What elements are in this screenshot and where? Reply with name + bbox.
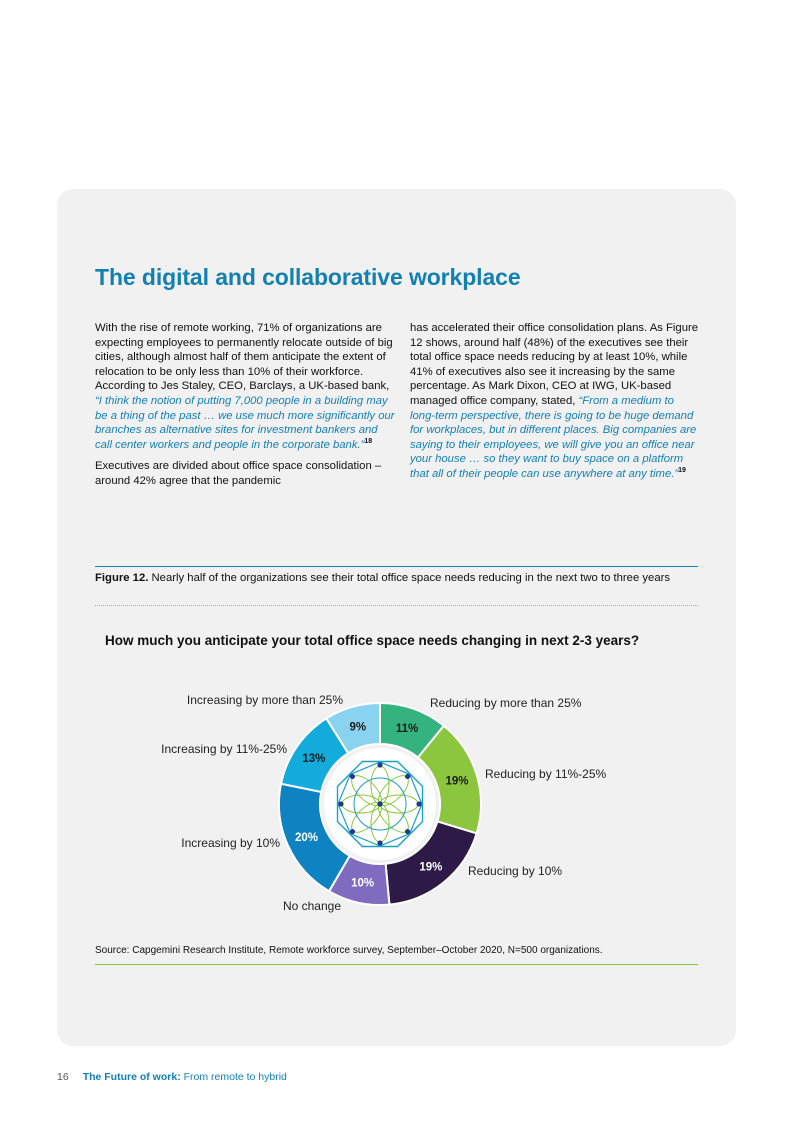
page-footer — [57, 1071, 287, 1083]
body-text: With the rise of remote working, 71% of organizations are expecting employees to permanently relocate outside of big cities, although almost half of them anticipate the extent of relocation to be only less than 10% of their workforce. According to Jes Staley, CEO, Barclays, a UK-based bank, — [95, 322, 393, 393]
slice-value-label: 20% — [294, 831, 319, 844]
category-label: Increasing by 10% — [181, 836, 280, 850]
category-label: Reducing by 11%-25% — [485, 767, 607, 781]
flower-emblem-icon — [324, 748, 436, 860]
slice-value-label: 19% — [419, 861, 443, 874]
footnote-ref: 19 — [678, 467, 686, 475]
section-title: The digital and collaborative workplace — [95, 264, 521, 290]
quote-jes-staley: “I think the notion of putting 7,000 people in a building may be a thing of the past … we use much more significantly our branches as alternative sites for investment bankers and call center workers and people in the corporate bank.” — [95, 394, 395, 451]
slice-value-label: 9% — [349, 721, 367, 734]
source-rule — [95, 964, 698, 965]
body-text: has accelerated their office consolidation plans. As Figure 12 shows, around half (48%) of the executives see their total office space needs reducing by at least 10%, while 41% of executives also see it increasing by the same percentage. As Mark Dixon, CEO at IWG, UK-based managed office company, stated, — [410, 322, 699, 407]
footnote-ref: 18 — [364, 437, 373, 445]
slice-value-label: 19% — [445, 775, 469, 788]
footer-subtitle: From remote to hybrid — [180, 1071, 287, 1083]
slice-value-label: 10% — [351, 877, 375, 890]
page-number: 16 — [57, 1071, 69, 1083]
category-label: No change — [282, 899, 341, 913]
slice-value-label: 13% — [302, 753, 326, 766]
slice-value-label: 11% — [395, 723, 419, 736]
category-label: Reducing by 10% — [468, 864, 563, 878]
figure-caption-text: Nearly half of the organizations see their total office space needs reducing in the next two to three years — [148, 572, 671, 584]
quote-mark-dixon: “From a medium to long-term perspective, there is going to be huge demand for workplaces, but in different places. Big companies are saying to their employees, we will give you an office near your house … so they want to buy space on a platform that all of their people can use anywhere at any time.” — [410, 394, 697, 480]
chart-title: How much you anticipate your total office space needs changing in next 2-3 years? — [105, 633, 640, 648]
figure-label: Figure 12. — [95, 572, 149, 584]
category-label: Reducing by more than 25% — [430, 696, 582, 710]
category-label: Increasing by 11%-25% — [161, 742, 287, 756]
figure-source: Source: Capgemini Research Institute, Remote workforce survey, September–October 2020, N=500 organizations. — [95, 945, 603, 956]
body-paragraph: Executives are divided about office space consolidation – around 42% agree that the pandemic — [95, 460, 382, 487]
category-label: Increasing by more than 25% — [186, 693, 343, 707]
footer-brand: The Future of work: — [82, 1071, 181, 1083]
